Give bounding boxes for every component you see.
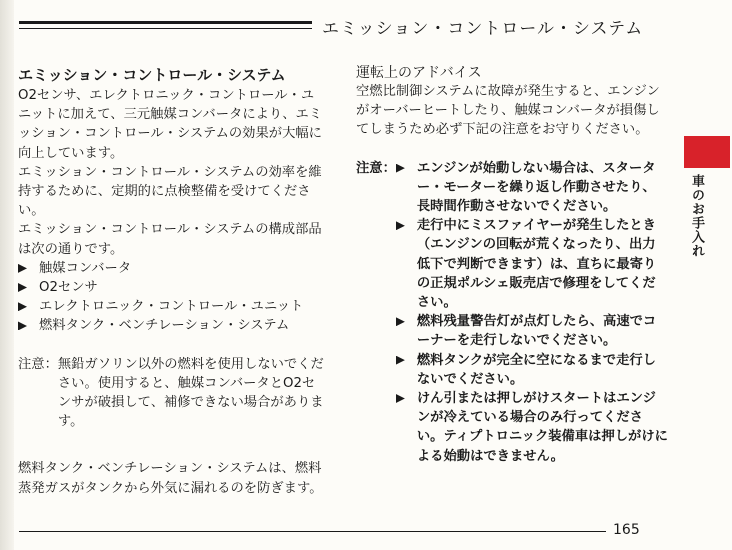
bullet-arrow-icon (396, 394, 405, 403)
bullet-arrow-icon (396, 317, 405, 326)
section-tab-label: 車のお手入れ (689, 174, 704, 258)
paragraph-intro: O2センサ、エレクトロニック・コントロール・ユニットに加えて、三元触媒コンバータにより、エミッション・コントロール・システムの効果が大幅に向上しています。 (18, 88, 323, 161)
list-item: 燃料残量警告灯が点灯したら、高速でコーナーを走行しないでください。 (396, 312, 668, 350)
paragraph-ventilation: 燃料タンク・ベンチレーション・システムは、燃料蒸発ガスがタンクから外気に漏れるのを防ぎます。 (18, 461, 323, 496)
fuel-caution-note (18, 355, 326, 432)
caution-text: 無鉛ガソリン以外の燃料を使用しないでください。使用すると、触媒コンバータとO2センサが破損して、補修できない場合があります。 (57, 356, 324, 430)
caution-list (396, 159, 668, 466)
list-item: エレクトロニック・コントロール・ユニット (18, 297, 326, 316)
list-item: 走行中にミスファイヤーが発生したとき（エンジンの回転が荒くなったり、出力低下で判断できます）は、直ちに最寄りの正規ポルシェ販売店で修理をしてください。 (396, 216, 668, 312)
section-tab-marker (684, 136, 730, 168)
list-item: 燃料タンク・ベンチレーション・システム (18, 316, 326, 335)
bullet-arrow-icon (18, 302, 27, 311)
driving-caution-block (356, 159, 668, 466)
driving-advice-intro: 空燃比制御システムに故障が発生すると、エンジンがオーバーヒートしたり、触媒コンバータが損傷してしまうため必ず下記の注意をお守りください。 (356, 84, 660, 138)
list-item: エンジンが始動しない場合は、スターター・モーターを繰り返し作動させたり、長時間作動させないでください。 (396, 159, 668, 217)
component-list (18, 259, 326, 336)
bullet-arrow-icon (18, 283, 27, 292)
list-item: O2センサ (18, 278, 326, 297)
header-rule-thin (19, 28, 312, 29)
page-binding-edge (0, 0, 14, 550)
list-item: 触媒コンバータ (18, 259, 326, 278)
page-number: 165 (613, 522, 640, 538)
header-rule-thick (19, 21, 312, 24)
left-column (18, 64, 326, 498)
list-item: 燃料タンクが完全に空になるまで走行しないでください。 (396, 351, 668, 389)
paragraph-components-intro: エミッション・コントロール・システムの構成部品は次の通りです。 (18, 222, 322, 257)
bullet-arrow-icon (396, 164, 405, 173)
bullet-arrow-icon (18, 264, 27, 273)
driving-advice-heading: 運転上のアドバイス (356, 65, 482, 81)
running-header-title: エミッション・コントロール・システム (322, 19, 644, 39)
bullet-arrow-icon (18, 321, 27, 330)
caution-label: 注意： (18, 356, 58, 372)
paragraph-maintenance: エミッション・コントロール・システムの効率を維持するために、定期的に点検整備を受けてください。 (18, 164, 322, 219)
list-item: けん引または押しがけスタートはエンジンが冷えている場合のみ行ってください。ティプトロニック装備車は押しがけによる始動はできません。 (396, 389, 668, 466)
bullet-arrow-icon (396, 356, 405, 365)
section-heading: エミッション・コントロール・システム (18, 66, 286, 84)
footer-rule (19, 531, 606, 532)
caution-label: 注意： (356, 160, 396, 176)
right-column (356, 64, 668, 466)
bullet-arrow-icon (396, 221, 405, 230)
